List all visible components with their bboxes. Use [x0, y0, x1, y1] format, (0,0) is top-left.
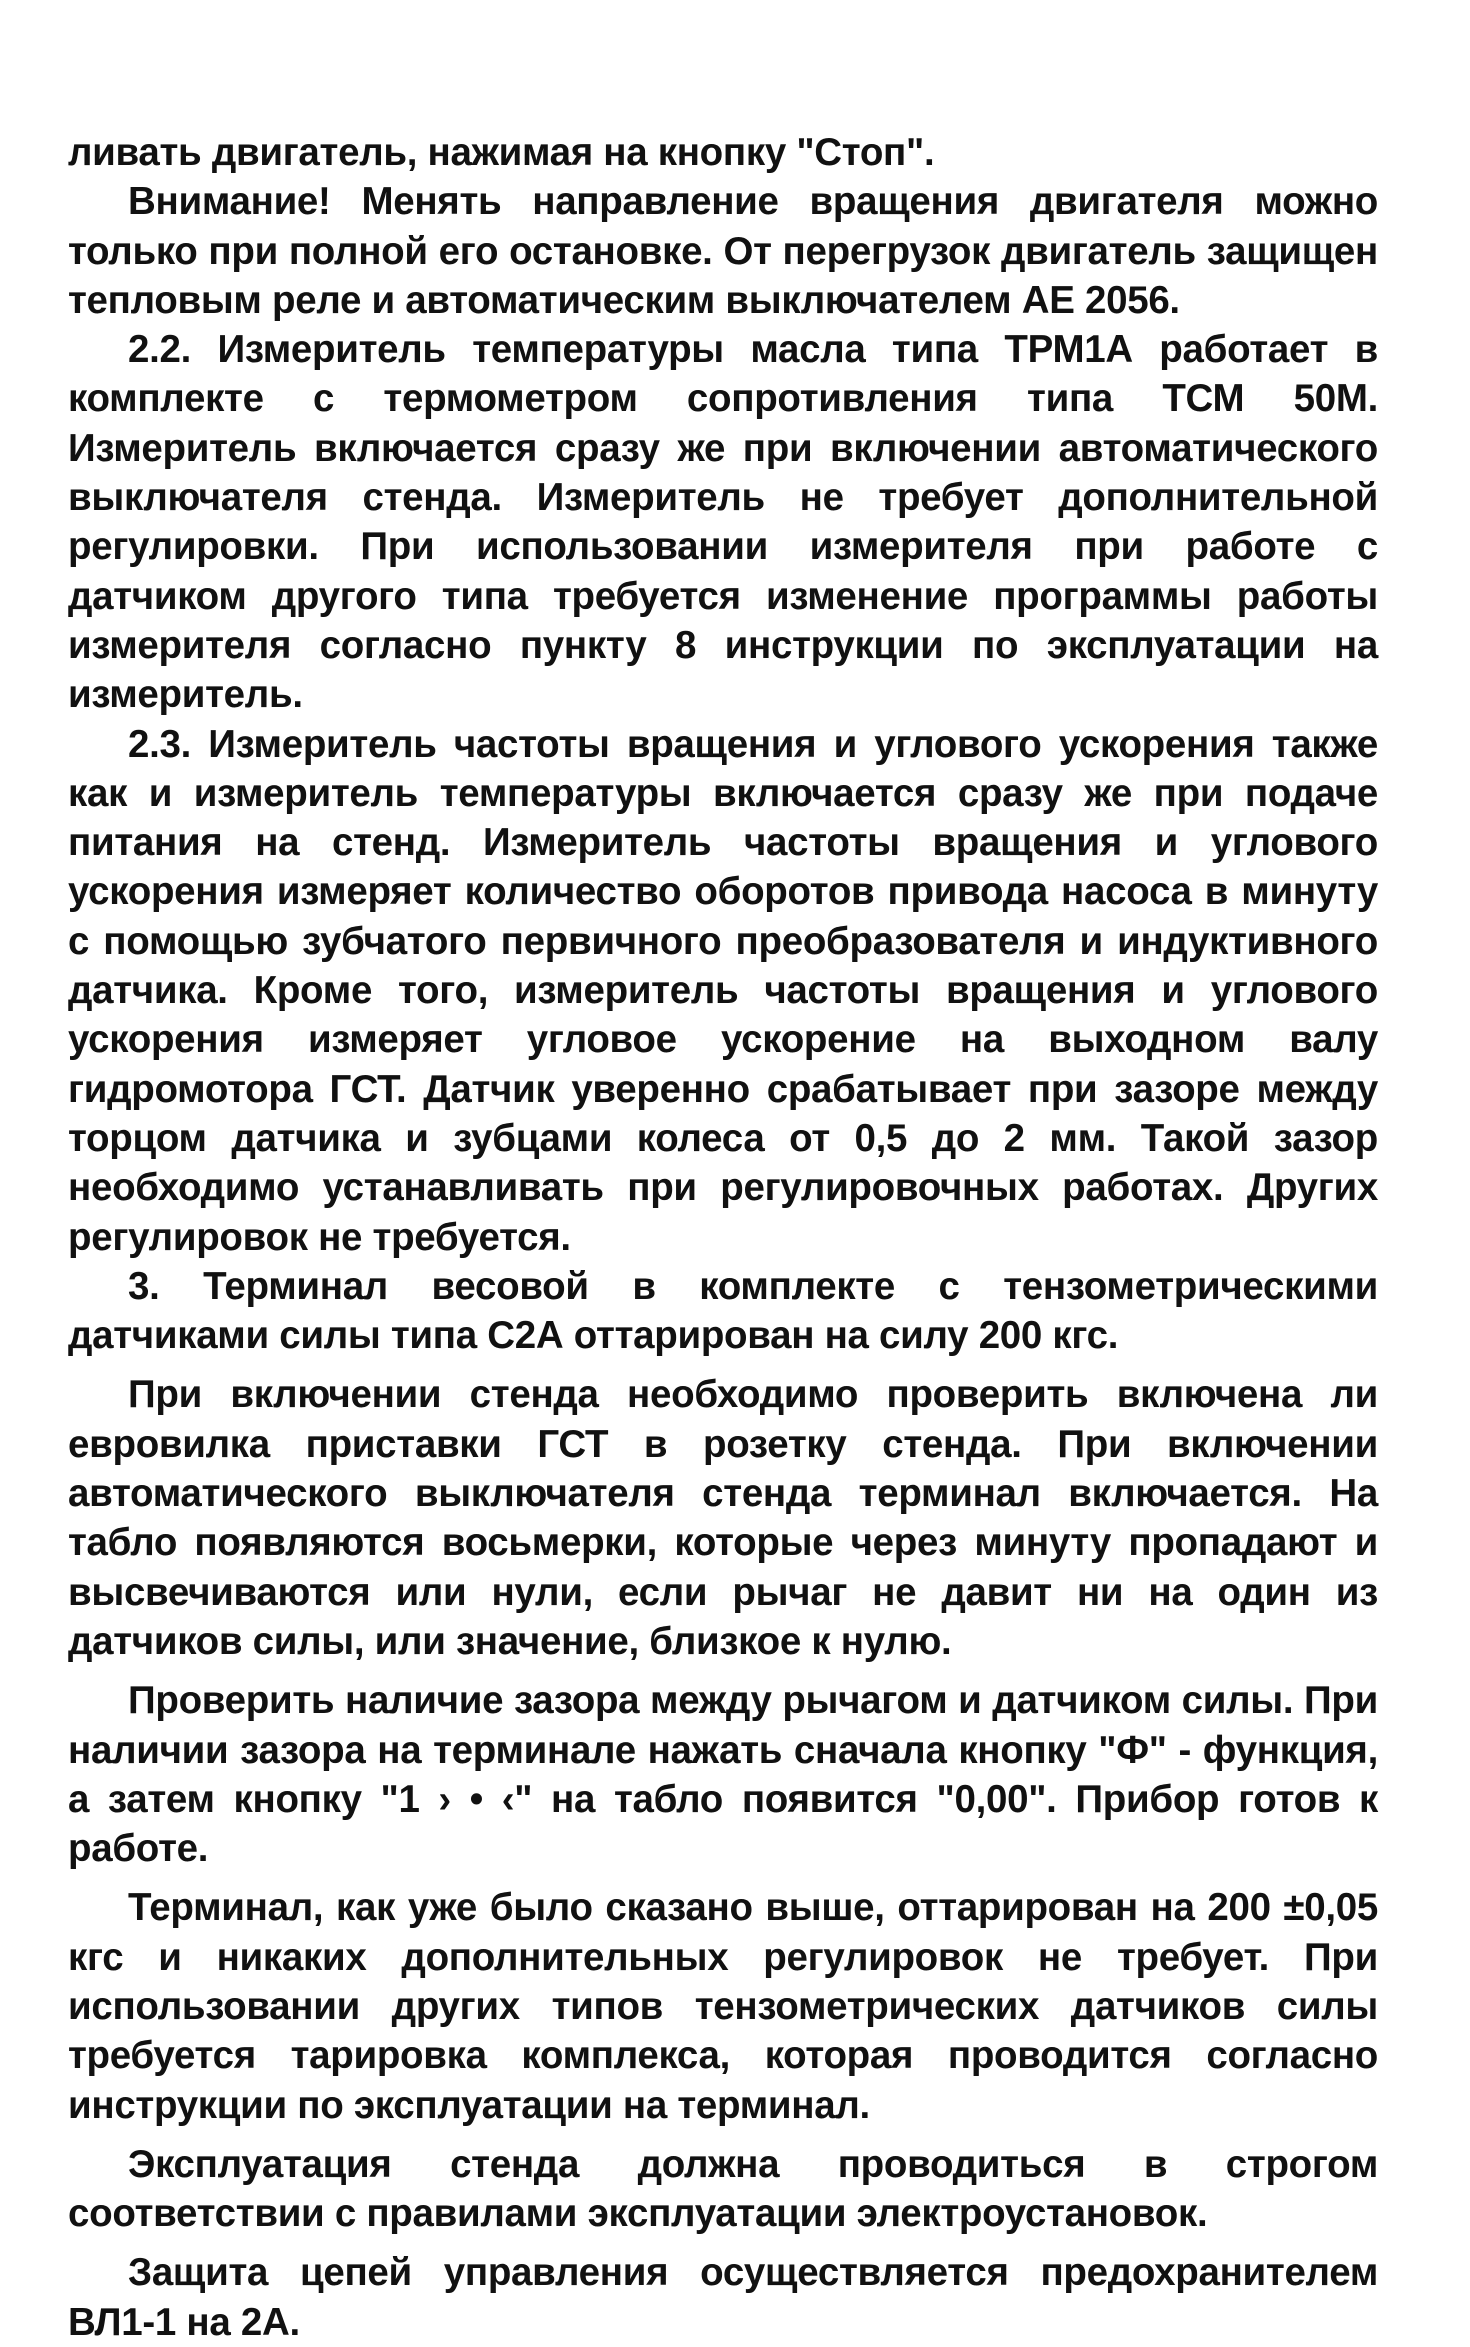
paragraph-startup: При включении стенда необходимо проверить включена ли евровилка приставки ГСТ в розетку стенда. При включении автоматического выключателя стенда терминал включается. На табло появляются восьмерки, которые через минуту пропадают и высвечиваются или нули, если рычаг не давит ни на один из датчиков силы, или значение, близкое к нулю.: [68, 1373, 1378, 1663]
paragraph-operation: Эксплуатация стенда должна проводиться в строгом соответствии с правилами эксплуатации электроустановок.: [68, 2142, 1378, 2236]
paragraph-2-2: 2.2. Измеритель температуры масла типа ТРМ1А работает в комплекте с термометром сопротивления типа ТСМ 50М. Измеритель включается сразу же при включении автоматического выключателя стенда. Измеритель не требует дополнительной регулировки. При использовании измерителя при работе с датчиком другого типа требуется изменение программы работы измерителя согласно пункту 8 инструкции по эксплуатации на измеритель.: [68, 328, 1378, 717]
paragraph-gap-check: Проверить наличие зазора между рычагом и датчиком силы. При наличии зазора на терминале нажать сначала кнопку "Ф" - функция, а затем кнопку "1 › • ‹" на табло появится "0,00". Прибор готов к работе.: [68, 1679, 1378, 1871]
document-page: [68, 128, 1378, 2347]
paragraph-3: 3. Терминал весовой в комплекте с тензометрическими датчиками силы типа С2А оттарирован на силу 200 кгс.: [68, 1264, 1378, 1358]
warning-label: Внимание!: [128, 180, 331, 224]
paragraph-protection: Защита цепей управления осуществляется предохранителем ВЛ1-1 на 2А.: [68, 2251, 1378, 2344]
paragraph-continuation: ливать двигатель, нажимая на кнопку "Стоп".: [68, 131, 935, 174]
paragraph-warning: [68, 177, 1378, 325]
warning-text: Менять направление вращения двигателя можно только при полной его остановке. От перегрузок двигатель защищен тепловым реле и автоматическим выключателем АЕ 2056.: [68, 180, 1378, 322]
paragraph-calibration: Терминал, как уже было сказано выше, оттарирован на 200 ±0,05 кгс и никаких дополнительных регулировок не требует. При использовании других типов тензометрических датчиков силы требуется тарировка комплекса, которая проводится согласно инструкции по эксплуатации на терминал.: [68, 1886, 1378, 2127]
paragraph-2-3: 2.3. Измеритель частоты вращения и углового ускорения также как и измеритель температуры включается сразу же при подаче питания на стенд. Измеритель частоты вращения и углового ускорения измеряет количество оборотов привода насоса в минуту с помощью зубчатого первичного преобразователя и индуктивного датчика. Кроме того, измеритель частоты вращения и углового ускорения измеряет угловое ускорение на выходном валу гидромотора ГСТ. Датчик уверенно срабатывает при зазоре между торцом датчика и зубцами колеса от 0,5 до 2 мм. Такой зазор необходимо устанавливать при регулировочных работах. Других регулировок не требуется.: [68, 722, 1378, 1259]
